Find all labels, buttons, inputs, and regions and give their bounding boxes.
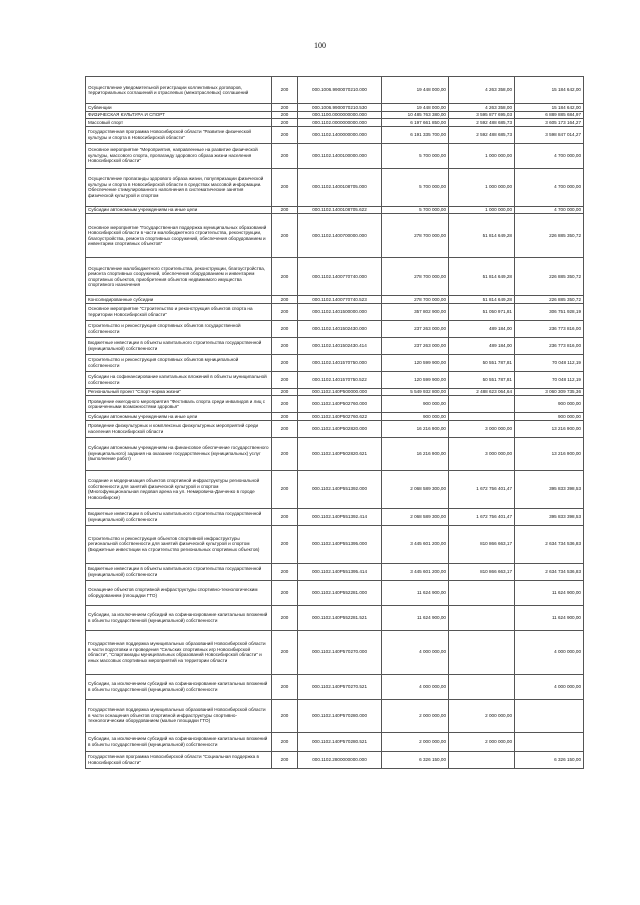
row-approved-amount-cell: 11 624 900,00 (382, 605, 449, 630)
row-name-cell: Строительство и реконструкция спортивных объектов государственной собственности (86, 320, 272, 337)
table-row (86, 508, 584, 525)
table-row (86, 388, 584, 396)
row-approved-amount-cell: 278 700 000,00 (382, 214, 449, 258)
row-classification-code-cell: 000.1102.1400770740.523 (298, 296, 382, 304)
row-classification-code-cell: 000.1102.0000000000.000 (298, 119, 382, 127)
table-row (86, 104, 584, 112)
row-admin-code-cell: 200 (272, 77, 298, 104)
row-executed-amount-cell: 2 000 000,00 (449, 732, 515, 751)
row-executed-amount-cell (449, 396, 515, 413)
table-row (86, 371, 584, 388)
row-name-cell: Массовый спорт (86, 119, 272, 127)
table-row (86, 258, 584, 296)
table-row (86, 126, 584, 143)
row-classification-code-cell: 000.1102.1401500000.000 (298, 303, 382, 320)
row-classification-code-cell: 000.1102.140P502820.621 (298, 437, 382, 470)
row-admin-code-cell: 200 (272, 699, 298, 732)
row-admin-code-cell: 200 (272, 296, 298, 304)
row-executed-amount-cell: 3 000 000,00 (449, 420, 515, 437)
row-remaining-amount-cell: 15 184 642,00 (515, 77, 584, 104)
row-approved-amount-cell: 6 326 150,00 (382, 751, 449, 768)
row-executed-amount-cell: 50 551 787,81 (449, 371, 515, 388)
row-remaining-amount-cell: 15 184 642,00 (515, 104, 584, 112)
row-approved-amount-cell: 900 000,00 (382, 396, 449, 413)
row-approved-amount-cell: 5 549 932 800,00 (382, 388, 449, 396)
row-classification-code-cell: 000.1102.140P570280.000 (298, 699, 382, 732)
row-remaining-amount-cell: 6 889 885 684,97 (515, 111, 584, 119)
row-approved-amount-cell: 6 197 661 850,00 (382, 119, 449, 127)
row-name-cell: Оснащение объектов спортивной инфраструктуры спортивно-технологическим оборудованием (площадки ГТО) (86, 580, 272, 605)
row-approved-amount-cell: 4 000 000,00 (382, 630, 449, 674)
table-row (86, 605, 584, 630)
row-name-cell: Государственная программа Новосибирской области "Социальная поддержка в Новосибирской области" (86, 751, 272, 768)
row-approved-amount-cell: 6 191 335 700,00 (382, 126, 449, 143)
row-name-cell: Основное мероприятие "Государственная поддержка муниципальных образований Новосибирской области в части малобюджетного строительства, реконструкции, благоустройства, ремонта спортивных сооружений, обеспечения оборудованием и инвентарем спортивных объектов" (86, 214, 272, 258)
row-admin-code-cell: 200 (272, 104, 298, 112)
row-approved-amount-cell: 120 599 900,00 (382, 371, 449, 388)
row-admin-code-cell: 200 (272, 751, 298, 768)
table-row (86, 732, 584, 751)
row-name-cell: Осуществление пропаганды здорового образа жизни, популяризации физической культуры и спорта в Новосибирской области в средствах массовой информации. Обеспечение стимулированного наполнения в систематические занятия физической культурой и спортом (86, 168, 272, 206)
table-row (86, 119, 584, 127)
row-name-cell: Региональный проект "Спорт-норма жизни" (86, 388, 272, 396)
row-approved-amount-cell: 120 599 900,00 (382, 354, 449, 371)
row-classification-code-cell: 000.1102.2800000000.000 (298, 751, 382, 768)
row-executed-amount-cell (449, 751, 515, 768)
row-name-cell: Бюджетные инвестиции в объекты капитального строительства государственной (муниципальной) собственности (86, 563, 272, 580)
row-remaining-amount-cell: 13 216 900,00 (515, 420, 584, 437)
row-name-cell: Бюджетные инвестиции в объекты капитального строительства государственной (муниципальной) собственности (86, 337, 272, 354)
row-classification-code-cell: 000.1102.140P570270.000 (298, 630, 382, 674)
row-executed-amount-cell: 1 000 000,00 (449, 206, 515, 214)
row-executed-amount-cell: 2 000 000,00 (449, 699, 515, 732)
row-name-cell: Государственная программа Новосибирской области "Развитие физической культуры и спорта в Новосибирской области" (86, 126, 272, 143)
row-name-cell: Проведение ежегодного мероприятия "Фестиваль спорта среди инвалидов и лиц с ограниченными возможностями здоровья" (86, 396, 272, 413)
row-remaining-amount-cell: 236 773 816,00 (515, 320, 584, 337)
row-name-cell: Бюджетные инвестиции в объекты капитального строительства государственной (муниципальной) собственности (86, 508, 272, 525)
row-remaining-amount-cell: 395 833 398,53 (515, 508, 584, 525)
row-classification-code-cell: 000.1102.1401570750.522 (298, 371, 382, 388)
row-remaining-amount-cell: 2 634 734 536,83 (515, 525, 584, 563)
row-executed-amount-cell: 3 000 000,00 (449, 437, 515, 470)
row-classification-code-cell: 000.1102.140P552281.521 (298, 605, 382, 630)
table-row (86, 337, 584, 354)
row-approved-amount-cell: 16 216 900,00 (382, 437, 449, 470)
row-name-cell: Осуществление уведомительной регистрации коллективных договоров, территориальных соглашений и отраслевых (межотраслевых) соглашений (86, 77, 272, 104)
row-executed-amount-cell (449, 630, 515, 674)
table-row (86, 413, 584, 421)
row-admin-code-cell: 200 (272, 563, 298, 580)
row-admin-code-cell: 200 (272, 206, 298, 214)
table-row (86, 630, 584, 674)
row-admin-code-cell: 200 (272, 214, 298, 258)
row-name-cell: Субсидии автономным учреждениям на иные цели (86, 206, 272, 214)
row-name-cell: Субсидии на софинансирование капитальных вложений в объекты муниципальной собственности (86, 371, 272, 388)
row-classification-code-cell: 000.1102.1400000000.000 (298, 126, 382, 143)
row-name-cell: Субсидии, за исключением субсидий на софинансирование капитальных вложений в объекты государственной (муниципальной) собственности (86, 732, 272, 751)
row-approved-amount-cell: 237 263 000,00 (382, 337, 449, 354)
row-remaining-amount-cell: 4 700 000,00 (515, 206, 584, 214)
row-classification-code-cell: 000.1102.140P551395.000 (298, 525, 382, 563)
row-admin-code-cell: 200 (272, 420, 298, 437)
row-executed-amount-cell: 489 184,00 (449, 337, 515, 354)
row-executed-amount-cell: 4 263 358,00 (449, 77, 515, 104)
row-remaining-amount-cell: 4 700 000,00 (515, 143, 584, 168)
row-remaining-amount-cell: 70 048 112,19 (515, 354, 584, 371)
row-name-cell: Основное мероприятие "Строительство и реконструкция объектов спорта на территории Новосибирской области" (86, 303, 272, 320)
row-remaining-amount-cell: 13 216 900,00 (515, 437, 584, 470)
row-classification-code-cell: 000.1102.140P551395.414 (298, 563, 382, 580)
row-name-cell: Проведение физкультурных и комплексных физкультурных мероприятий среди населения Новосибирской области (86, 420, 272, 437)
row-classification-code-cell: 000.1102.140P502820.000 (298, 420, 382, 437)
table-row (86, 111, 584, 119)
budget-table (85, 76, 584, 769)
row-classification-code-cell: 000.1102.140P552281.000 (298, 580, 382, 605)
row-classification-code-cell: 000.1102.140P502760.622 (298, 413, 382, 421)
row-admin-code-cell: 200 (272, 396, 298, 413)
row-name-cell: Строительство и реконструкция спортивных объектов муниципальной собственности (86, 354, 272, 371)
table-row (86, 296, 584, 304)
row-admin-code-cell: 200 (272, 525, 298, 563)
table-row (86, 206, 584, 214)
row-approved-amount-cell: 5 700 000,00 (382, 206, 449, 214)
row-remaining-amount-cell: 900 000,00 (515, 413, 584, 421)
row-classification-code-cell: 000.1006.9900070210.530 (298, 104, 382, 112)
row-executed-amount-cell (449, 674, 515, 699)
row-remaining-amount-cell: 226 885 350,72 (515, 296, 584, 304)
row-executed-amount-cell: 489 184,00 (449, 320, 515, 337)
row-name-cell: ФИЗИЧЕСКАЯ КУЛЬТУРА И СПОРТ (86, 111, 272, 119)
row-approved-amount-cell: 900 000,00 (382, 413, 449, 421)
row-executed-amount-cell (449, 605, 515, 630)
row-executed-amount-cell: 51 814 649,28 (449, 214, 515, 258)
row-admin-code-cell: 200 (272, 732, 298, 751)
budget-table-body (86, 77, 584, 769)
row-classification-code-cell: 000.1102.1400770740.000 (298, 258, 382, 296)
row-executed-amount-cell: 810 866 663,17 (449, 563, 515, 580)
row-approved-amount-cell: 2 000 000,00 (382, 732, 449, 751)
row-name-cell: Создание и модернизация объектов спортивной инфраструктуры региональной собственности для занятий физической культурой и спортом (Многофункциональная ледовая арена на ул. Немировича-Данченко в городе Новосибирске) (86, 470, 272, 508)
row-remaining-amount-cell: 3 060 309 735,36 (515, 388, 584, 396)
row-admin-code-cell: 200 (272, 580, 298, 605)
row-approved-amount-cell: 11 624 900,00 (382, 580, 449, 605)
row-approved-amount-cell: 19 448 000,00 (382, 104, 449, 112)
row-classification-code-cell: 000.1006.9900070210.000 (298, 77, 382, 104)
row-name-cell: Консолидированные субсидии (86, 296, 272, 304)
row-admin-code-cell: 200 (272, 168, 298, 206)
row-classification-code-cell: 000.1102.140P500000.000 (298, 388, 382, 396)
row-name-cell: Строительство и реконструкция объектов спортивной инфраструктуры региональной собственности для занятий физической культурой и спортом (Бюджетные инвестиции на строительство региональных спортивных объектов) (86, 525, 272, 563)
row-remaining-amount-cell (515, 732, 584, 751)
row-name-cell: Субсидии автономным учреждениям на финансовое обеспечение государственного (муниципального) задания на оказание государственных (муниципальных) услуг (выполнение работ) (86, 437, 272, 470)
row-approved-amount-cell: 2 000 000,00 (382, 699, 449, 732)
row-name-cell: Субсидии, за исключением субсидий на софинансирование капитальных вложений в объекты государственной (муниципальной) собственности (86, 605, 272, 630)
row-executed-amount-cell: 50 551 787,81 (449, 354, 515, 371)
row-name-cell: Субсидии, за исключением субсидий на софинансирование капитальных вложений в объекты государственной (муниципальной) собственности (86, 674, 272, 699)
table-row (86, 751, 584, 768)
row-admin-code-cell: 200 (272, 413, 298, 421)
row-admin-code-cell: 200 (272, 337, 298, 354)
row-executed-amount-cell: 1 672 756 401,47 (449, 470, 515, 508)
row-approved-amount-cell: 5 700 000,00 (382, 143, 449, 168)
row-admin-code-cell: 200 (272, 258, 298, 296)
row-approved-amount-cell: 278 700 000,00 (382, 296, 449, 304)
row-executed-amount-cell: 1 000 000,00 (449, 143, 515, 168)
row-executed-amount-cell: 1 000 000,00 (449, 168, 515, 206)
row-remaining-amount-cell: 11 624 900,00 (515, 605, 584, 630)
row-admin-code-cell: 200 (272, 371, 298, 388)
row-classification-code-cell: 000.1102.1400108705.622 (298, 206, 382, 214)
row-name-cell: Субвенции (86, 104, 272, 112)
row-admin-code-cell: 200 (272, 111, 298, 119)
row-remaining-amount-cell: 226 885 350,72 (515, 258, 584, 296)
table-row (86, 470, 584, 508)
row-remaining-amount-cell: 900 000,00 (515, 396, 584, 413)
table-row (86, 320, 584, 337)
table-row (86, 580, 584, 605)
row-executed-amount-cell: 3 595 877 695,03 (449, 111, 515, 119)
row-classification-code-cell: 000.1102.140P502760.000 (298, 396, 382, 413)
row-classification-code-cell: 000.1102.1400700000.000 (298, 214, 382, 258)
row-executed-amount-cell: 2 488 623 064,64 (449, 388, 515, 396)
row-admin-code-cell: 200 (272, 143, 298, 168)
row-classification-code-cell: 000.1102.1401502430.000 (298, 320, 382, 337)
table-row (86, 396, 584, 413)
table-row (86, 674, 584, 699)
row-admin-code-cell: 200 (272, 605, 298, 630)
row-approved-amount-cell: 19 448 000,00 (382, 77, 449, 104)
row-approved-amount-cell: 5 700 000,00 (382, 168, 449, 206)
row-approved-amount-cell: 3 445 601 200,00 (382, 563, 449, 580)
table-row (86, 168, 584, 206)
row-remaining-amount-cell: 4 000 000,00 (515, 630, 584, 674)
row-remaining-amount-cell: 306 751 928,19 (515, 303, 584, 320)
row-executed-amount-cell: 4 263 358,00 (449, 104, 515, 112)
row-executed-amount-cell: 2 592 488 685,73 (449, 126, 515, 143)
row-classification-code-cell: 000.1100.0000000000.000 (298, 111, 382, 119)
table-row (86, 303, 584, 320)
row-admin-code-cell: 200 (272, 119, 298, 127)
row-remaining-amount-cell: 4 000 000,00 (515, 674, 584, 699)
table-row (86, 143, 584, 168)
row-remaining-amount-cell: 236 773 816,00 (515, 337, 584, 354)
row-remaining-amount-cell: 2 634 734 536,83 (515, 563, 584, 580)
row-classification-code-cell: 000.1102.1401570750.000 (298, 354, 382, 371)
row-name-cell: Государственная поддержка муниципальных образований Новосибирской области в части оснащения объектов спортивной инфраструктуры спортивно-технологическим оборудованием (малые площадки ГТО) (86, 699, 272, 732)
row-approved-amount-cell: 2 068 589 300,00 (382, 470, 449, 508)
row-admin-code-cell: 200 (272, 437, 298, 470)
row-name-cell: Основное мероприятие "Мероприятия, направленные на развитие физической культуры, массового спорта, пропаганду здорового образа жизни населения Новосибирской области" (86, 143, 272, 168)
table-row (86, 420, 584, 437)
row-remaining-amount-cell: 70 048 112,19 (515, 371, 584, 388)
row-name-cell: Государственная поддержка муниципальных образований Новосибирской области в части подготовки и проведения "Сельских спортивных игр Новосибирской области", "Спартакиады муниципальных образований Новосибирской области" и иных массовых спортивных мероприятий на территории области (86, 630, 272, 674)
table-row (86, 699, 584, 732)
row-name-cell: Субсидии автономным учреждениям на иные цели (86, 413, 272, 421)
table-row (86, 563, 584, 580)
row-executed-amount-cell: 2 592 488 685,73 (449, 119, 515, 127)
row-remaining-amount-cell: 11 624 900,00 (515, 580, 584, 605)
row-remaining-amount-cell: 395 833 398,53 (515, 470, 584, 508)
row-classification-code-cell: 000.1102.140P570270.521 (298, 674, 382, 699)
row-approved-amount-cell: 237 263 000,00 (382, 320, 449, 337)
row-approved-amount-cell: 16 216 900,00 (382, 420, 449, 437)
row-classification-code-cell: 000.1102.1400100000.000 (298, 143, 382, 168)
row-admin-code-cell: 200 (272, 508, 298, 525)
row-admin-code-cell: 200 (272, 630, 298, 674)
row-executed-amount-cell: 1 672 756 401,47 (449, 508, 515, 525)
row-executed-amount-cell: 51 814 649,28 (449, 296, 515, 304)
row-admin-code-cell: 200 (272, 470, 298, 508)
table-row (86, 525, 584, 563)
page-number: 100 (314, 41, 326, 50)
row-executed-amount-cell: 51 050 971,81 (449, 303, 515, 320)
row-classification-code-cell: 000.1102.140P570280.521 (298, 732, 382, 751)
row-admin-code-cell: 200 (272, 126, 298, 143)
row-classification-code-cell: 000.1102.140P551392.000 (298, 470, 382, 508)
row-classification-code-cell: 000.1102.1400108705.000 (298, 168, 382, 206)
row-executed-amount-cell: 810 866 663,17 (449, 525, 515, 563)
row-classification-code-cell: 000.1102.140P551392.414 (298, 508, 382, 525)
row-admin-code-cell: 200 (272, 320, 298, 337)
row-classification-code-cell: 000.1102.1401502430.414 (298, 337, 382, 354)
row-remaining-amount-cell (515, 699, 584, 732)
table-row (86, 354, 584, 371)
row-admin-code-cell: 200 (272, 674, 298, 699)
row-executed-amount-cell (449, 413, 515, 421)
row-admin-code-cell: 200 (272, 303, 298, 320)
row-admin-code-cell: 200 (272, 388, 298, 396)
row-remaining-amount-cell: 3 598 847 014,27 (515, 126, 584, 143)
row-remaining-amount-cell: 3 605 173 164,27 (515, 119, 584, 127)
row-approved-amount-cell: 2 068 589 300,00 (382, 508, 449, 525)
row-approved-amount-cell: 357 802 900,00 (382, 303, 449, 320)
row-remaining-amount-cell: 4 700 000,00 (515, 168, 584, 206)
table-row (86, 214, 584, 258)
row-remaining-amount-cell: 226 885 350,72 (515, 214, 584, 258)
row-remaining-amount-cell: 6 326 150,00 (515, 751, 584, 768)
row-name-cell: Осуществление малобюджетного строительства, реконструкции, благоустройства, ремонта спортивных сооружений, обеспечения оборудованием и инвентарем спортивных объектов, приобретения объектов недвижимого имущества спортивного назначения (86, 258, 272, 296)
row-admin-code-cell: 200 (272, 354, 298, 371)
row-executed-amount-cell: 51 814 649,28 (449, 258, 515, 296)
row-approved-amount-cell: 3 445 601 200,00 (382, 525, 449, 563)
row-executed-amount-cell (449, 580, 515, 605)
table-row (86, 77, 584, 104)
row-approved-amount-cell: 4 000 000,00 (382, 674, 449, 699)
row-approved-amount-cell: 10 485 763 380,00 (382, 111, 449, 119)
table-row (86, 437, 584, 470)
row-approved-amount-cell: 278 700 000,00 (382, 258, 449, 296)
